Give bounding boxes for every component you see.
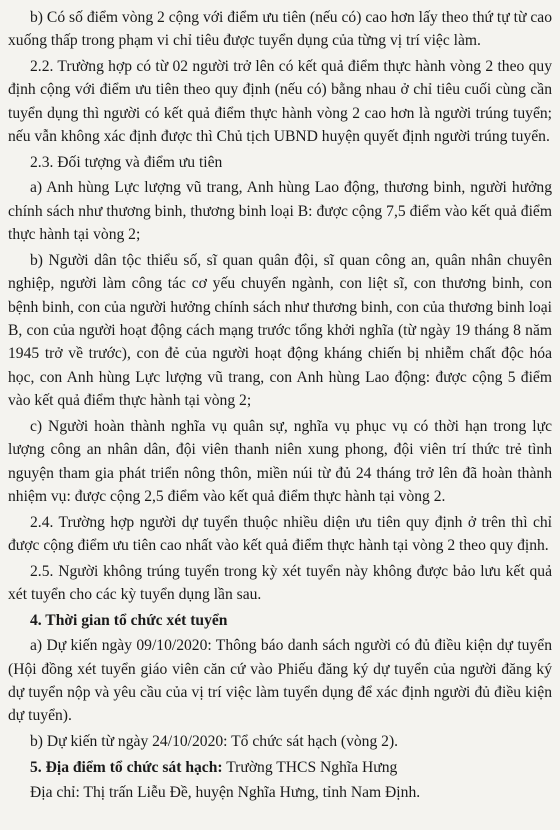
paragraph-2-2-tie-rule: 2.2. Trường hợp có từ 02 người trở lên có kết quả điểm thực hành vòng 2 theo quy định cộng với điểm ưu tiên theo quy định (nếu có) bằng nhau ở chỉ tiêu cuối cùng cần tuyển dụng thì người có kết quả điểm thực hành vòng 2 cao hơn là người trúng tuyển; nếu vẫn không xác định được thì Chủ tịch UBND huyện quyết định người trúng tuyển.	[8, 58, 552, 146]
paragraph-schedule-a: a) Dự kiến ngày 09/10/2020: Thông báo danh sách người có đủ điều kiện dự tuyển (Hội đồng xét tuyển giáo viên căn cứ vào Phiếu đăng ký dự tuyển của người đăng ký dự tuyển nộp và yêu cầu của vị trí việc làm tuyển dụng để xác định người đủ điều kiện dự tuyển).	[8, 637, 552, 725]
paragraph-priority-c: c) Người hoàn thành nghĩa vụ quân sự, nghĩa vụ phục vụ có thời hạn trong lực lượng công an nhân dân, đội viên thanh niên xung phong, đội viên trí thức trẻ tình nguyện tham gia phát triển nông thôn, miền núi từ đủ 24 tháng trở lên đã hoàn thành nhiệm vụ: được cộng 2,5 điểm vào kết quả điểm thực hành tại vòng 2.	[8, 417, 552, 506]
heading-2-3-priority: 2.3. Đối tượng và điểm ưu tiên	[30, 153, 223, 171]
paragraph-priority-a: a) Anh hùng Lực lượng vũ trang, Anh hùng Lao động, thương binh, người hưởng chính sách như thương binh, thương binh loại B: được cộng 7,5 điểm vào kết quả điểm thực hành tại vòng 2;	[8, 179, 552, 244]
paragraph-2-5-no-reservation: 2.5. Người không trúng tuyển trong kỳ xét tuyển này không được bảo lưu kết quả xét tuyển cho các kỳ tuyển dụng lần sau.	[8, 562, 552, 604]
paragraph-priority-b: b) Người dân tộc thiểu số, sĩ quan quân đội, sĩ quan công an, quân nhân chuyên nghiệp, người làm công tác cơ yếu chuyển ngành, con liệt sĩ, con thương binh, con bệnh binh, con của người hưởng chính sách như thương binh, con của thương binh loại B, con của người hoạt động cách mạng trước tổng khởi nghĩa (từ ngày 19 tháng 8 năm 1945 trở về trước), con đẻ của người hoạt động kháng chiến bị nhiễm chất độc hóa học, con Anh hùng Lực lượng vũ trang, con Anh hùng Lao động: được cộng 5 điểm vào kết quả điểm thực hành tại vòng 2;	[8, 251, 552, 410]
paragraph-schedule-b: b) Dự kiến từ ngày 24/10/2020: Tổ chức sát hạch (vòng 2).	[30, 733, 399, 751]
paragraph-address: Địa chỉ: Thị trấn Liễu Đề, huyện Nghĩa Hưng, tỉnh Nam Định.	[30, 784, 421, 802]
heading-4-schedule: 4. Thời gian tổ chức xét tuyển	[30, 611, 228, 629]
paragraph-5-venue	[8, 756, 552, 779]
venue-name: Trường THCS Nghĩa Hưng	[222, 758, 398, 776]
paragraph-ranking-rule: b) Có số điểm vòng 2 cộng với điểm ưu tiên (nếu có) cao hơn lấy theo thứ tự từ cao xuống thấp trong phạm vi chỉ tiêu được tuyển dụng của từng vị trí việc làm.	[8, 9, 552, 50]
heading-5-venue-label: 5. Địa điểm tổ chức sát hạch:	[30, 758, 223, 776]
paragraph-2-4-multiple-priority: 2.4. Trường hợp người dự tuyển thuộc nhiều diện ưu tiên quy định ở trên thì chỉ được cộng điểm ưu tiên cao nhất vào kết quả điểm thực hành tại vòng 2 theo quy định.	[8, 513, 552, 555]
